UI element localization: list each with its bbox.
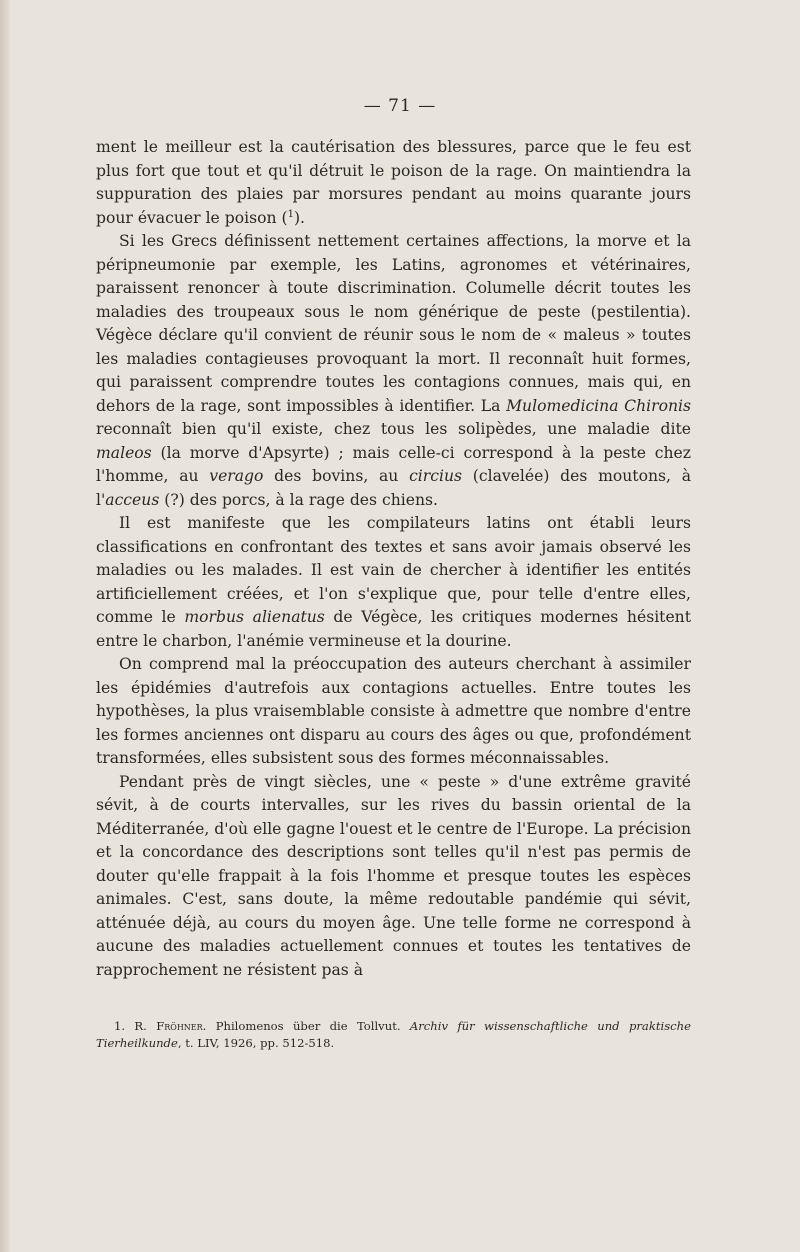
page-binding-edge [0,0,10,1252]
text-run: , t. LIV, 1926, pp. 512-518. [177,1036,335,1050]
paragraph [96,771,691,983]
paragraph [96,653,691,771]
text-run: 1. R. [114,1019,157,1033]
text-run: Il est manifeste que les compilateurs latins ont établi leurs classifications en confrontant des textes et sans avoir jamais observé les maladies ou les malades. Il est vain de chercher à identifier les entités artificiellement créées, et l'on s'explique que, pour telle d'entre elles, comme le [96,514,691,626]
text-run: (la morve d'Apsyrte) ; mais celle-ci correspond à la peste chez l'homme, au [96,443,691,485]
footnote-ref: 1 [287,208,294,220]
italic-run: maleos [96,443,152,462]
italic-run: acceus [105,490,160,509]
italic-run: Archiv für wissenschaftliche und praktische Tierheilkunde [96,1019,691,1050]
text-run: de Végèce, les critiques modernes hésitent entre le charbon, l'anémie vermineuse et la dourine. [96,608,691,650]
paragraph [96,230,691,512]
italic-run: verago [209,467,264,485]
body-text [96,136,691,982]
italic-run: morbus alienatus [184,608,325,626]
italic-run: Mulomedicina Chironis [506,396,691,415]
text-run: Pendant près de vingt siècles, une « peste » d'une extrême gravité sévit, à de courts intervalles, sur les rives du bassin oriental de la Méditerranée, d'où elle gagne l'ouest et le centre de l'Europe. La précision et la concordance des descriptions sont telles qu'il n'est pas permis de douter qu'elle frappait à la fois l'homme et presque toutes les espèces animales. C'est, sans doute, la même redoutable pandémie qui sévit, atténuée déjà, au cours du moyen âge. Une telle forme ne correspond à aucune des maladies actuellement connues et toutes les tentatives de rapprochement ne résistent pas à [96,772,691,979]
text-run: (?) des porcs, à la rage des chiens. [159,490,438,509]
text-run: . Philomenos über die Tollvut. [202,1019,410,1033]
text-run: reconnaît bien qu'il existe, chez tous les solipèdes, une maladie dite [96,420,691,438]
text-run: On comprend mal la préoccupation des auteurs cherchant à assimiler les épidémies d'autrefois aux contagions actuelles. Entre toutes les hypothèses, la plus vraisemblable consiste à admettre que nombre d'entre les formes anciennes ont disparu au cours des âges ou que, profondément transformées, elles subsistent sous des formes méconnaissables. [96,655,691,767]
footnotes [96,1018,691,1052]
text-run: Si les Grecs définissent nettement certaines affections, la morve et la péripneumonie par exemple, les Latins, agronomes et vétérinaires, paraissent renoncer à toute discrimination. Columelle décrit toutes les maladies des troupeaux sous le nom générique de peste (pestilentia). Végèce déclare qu'il convient de réunir sous le nom de « maleus » toutes les maladies contagieuses provoquant la mort. Il reconnaît huit formes, qui paraissent comprendre toutes les contagions connues, mais qui, en dehors de la rage, sont impossibles à identifier. La [96,232,691,415]
footnote [96,1018,691,1052]
author-name: Fröhner [156,1019,203,1033]
text-run: ). [293,208,306,227]
text-run: (clavelée) des moutons, à l' [96,467,691,509]
text-run: ment le meilleur est la cautérisation des blessures, parce que le feu est plus fort que tout et qu'il détruit le poison de la rage. On maintiendra la suppuration des plaies par morsures pendant au moins quarante jours pour évacuer le poison ( [96,138,691,227]
paragraph [96,512,691,653]
italic-run: circius [409,467,463,485]
text-run: des bovins, au [263,467,410,485]
page-number: — 71 — [363,96,437,116]
paragraph [96,136,691,230]
